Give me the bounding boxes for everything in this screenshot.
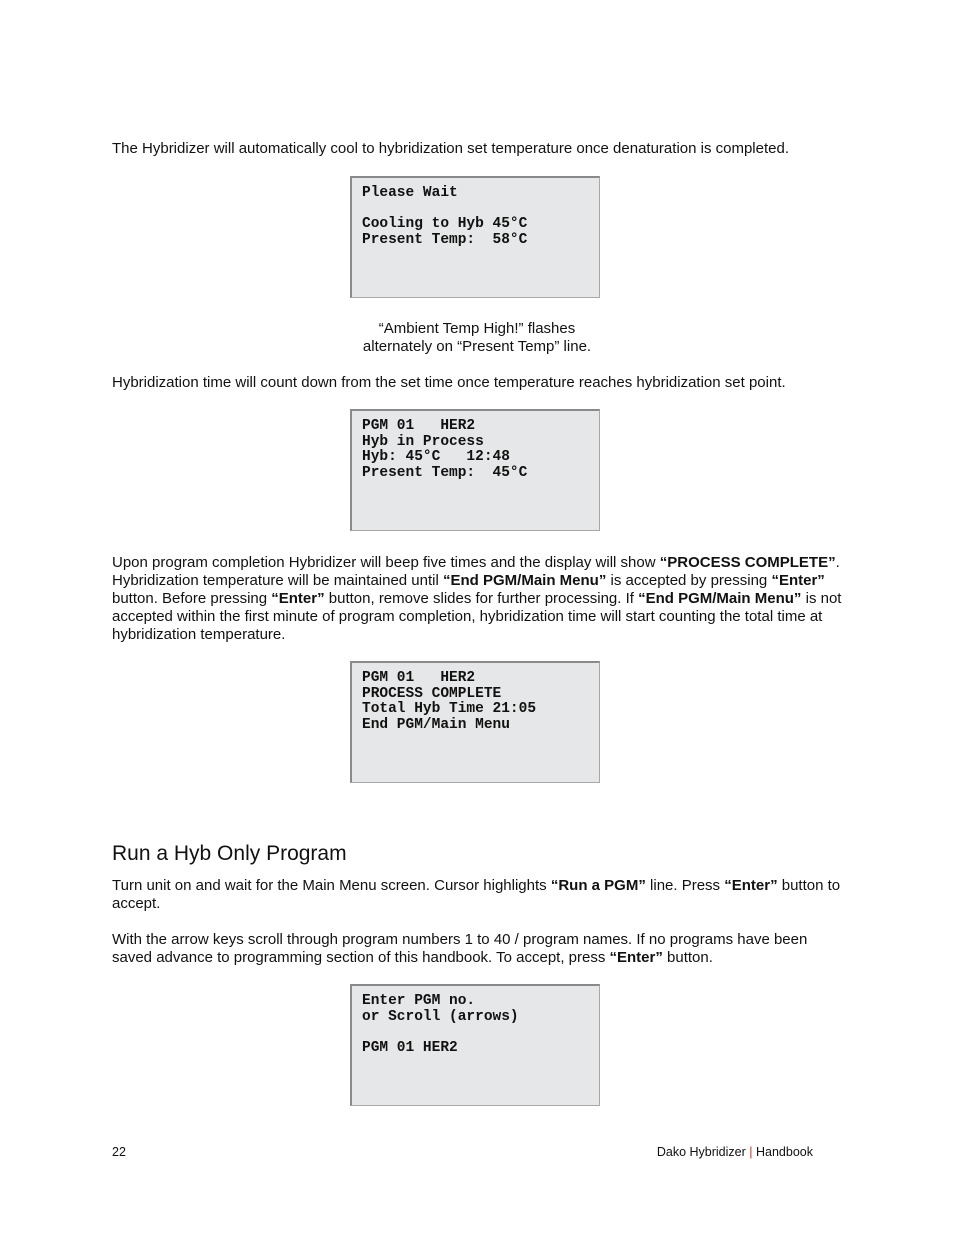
lcd-text: Enter PGM no. or Scroll (arrows) PGM 01 HER2: [362, 993, 519, 1056]
lcd-display-process-complete: [350, 661, 600, 783]
countdown-paragraph: Hybridization time will count down from the set time once temperature reaches hybridization set point.: [112, 374, 786, 391]
page-number: 22: [112, 1145, 126, 1159]
lcd-display-enter-pgm: [350, 984, 600, 1106]
lcd-display-hyb-in-process: [350, 409, 600, 531]
lcd-text: Please Wait Cooling to Hyb 45°C Present Temp: 58°C: [362, 185, 528, 248]
lcd-text: PGM 01 HER2 Hyb in Process Hyb: 45°C 12:48 Present Temp: 45°C: [362, 418, 528, 481]
intro-paragraph: The Hybridizer will automatically cool to hybridization set temperature once denaturation is completed.: [112, 140, 789, 157]
caption-line-2: alternately on “Present Temp” line.: [362, 338, 592, 355]
footer-brand: Dako Hybridizer: [656, 1145, 746, 1159]
caption-line-1: “Ambient Temp High!” flashes: [378, 320, 576, 337]
ambient-caption: [330, 320, 624, 356]
footer-title: [657, 1145, 813, 1160]
footer-separator: |: [749, 1145, 753, 1159]
completion-paragraph: Upon program completion Hybridizer will beep five times and the display will show “PROCESS COMPLETE”. Hybridization temperature will be maintained until “End PGM/Main Menu” is accepted by pressing “Enter” button. Before pressing “Enter” button, remove slides for further processing. If “End PGM/Main Menu” is not accepted within the first minute of program completion, hybridization time will start counting the total time at hybridization temperature.: [112, 554, 842, 643]
run-paragraph: Turn unit on and wait for the Main Menu screen. Cursor highlights “Run a PGM” line. Press “Enter” button to accept.: [112, 877, 841, 912]
lcd-text: PGM 01 HER2 PROCESS COMPLETE Total Hyb Time 21:05 End PGM/Main Menu: [362, 670, 537, 733]
section-heading: Run a Hyb Only Program: [112, 842, 347, 865]
lcd-display-cooling: [350, 176, 600, 298]
scroll-paragraph: With the arrow keys scroll through program numbers 1 to 40 / program names. If no programs have been saved advance to programming section of this handbook. To accept, press “Enter” button.: [112, 931, 808, 966]
footer-doc: Handbook: [756, 1145, 813, 1159]
